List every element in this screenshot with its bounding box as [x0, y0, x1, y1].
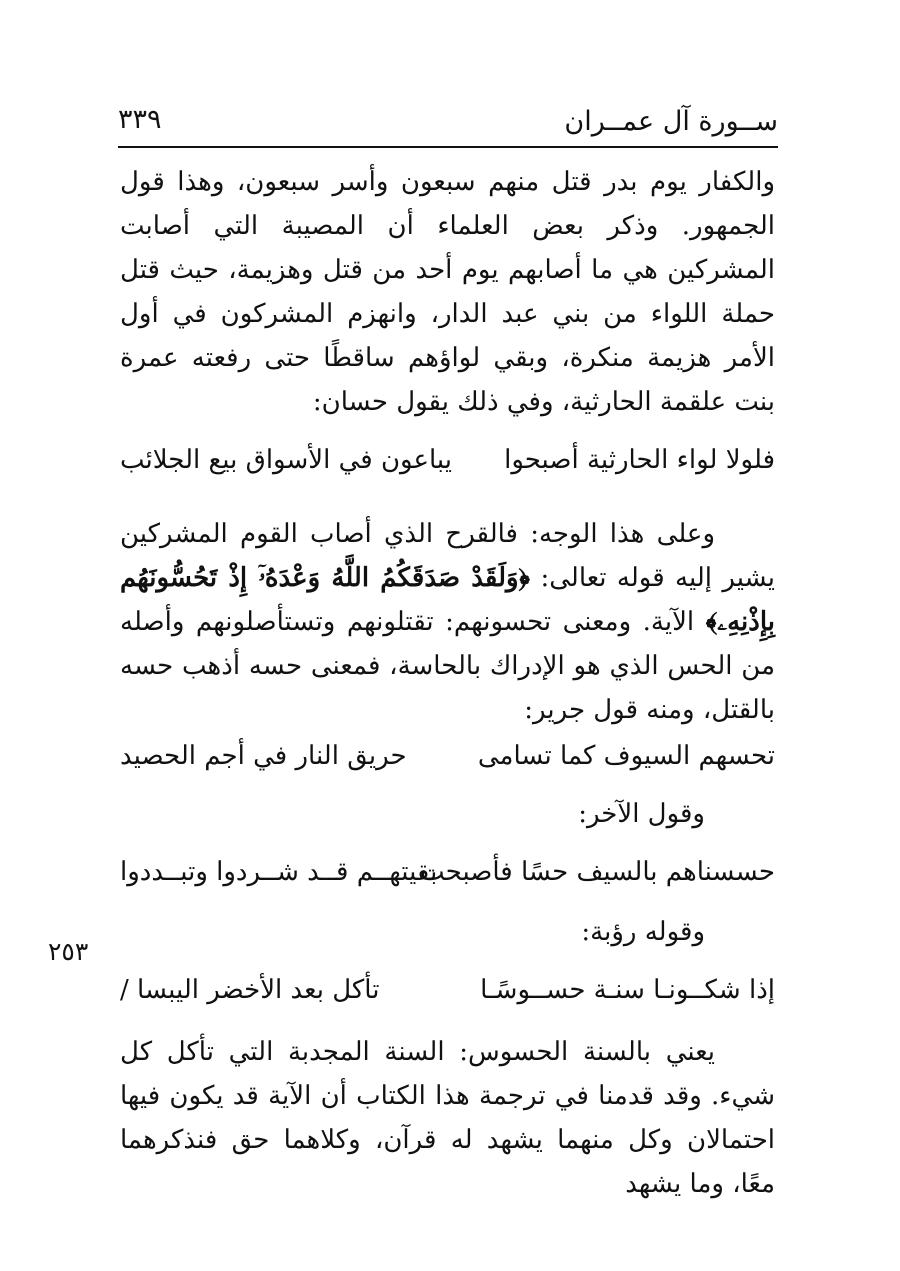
verse-2-second-hemistich: حريق النار في أجم الحصيد	[120, 741, 407, 771]
verse-4-first-hemistich: إذا شكــونـا سنـة حســوسًـا	[480, 975, 775, 1005]
poetry-verse-2	[120, 734, 775, 778]
verse-4-second-hemistich: تأكل بعد الأخضر اليبسا /	[120, 975, 380, 1005]
verse-3-first-hemistich: حسسناهم بالسيف حسًا فأصبحت	[420, 857, 775, 887]
running-title: ســورة آل عمــران	[564, 106, 778, 137]
paragraph-1: والكفار يوم بدر قتل منهم سبعون وأسر سبعون، وهذا قول الجمهور. وذكر بعض العلماء أن المصيبة التي أصابت المشركين هي ما أصابهم يوم أحد من قتل وهزيمة، حيث قتل حملة اللواء من بني عبد الدار، وانهزم المشركون في أول الأمر هزيمة منكرة، وبقي لواؤهم ساقطًا حتى رفعته عمرة بنت علقمة الحارثية، وفي ذلك يقول حسان:	[120, 167, 775, 417]
page-number: ٣٣٩	[118, 104, 162, 135]
quran-quote: ﴿وَلَقَدْ صَدَقَكُمُ اللَّهُ وَعْدَهُۥٓ إِذْ تَحُسُّونَهُم بِإِذْنِهِۦ﴾	[120, 563, 775, 637]
verse-1-first-hemistich: فلولا لواء الحارثية أصبحوا	[504, 445, 775, 475]
paragraph-2	[120, 512, 775, 732]
verse-2-first-hemistich: تحسهم السيوف كما تسامى	[477, 741, 775, 771]
page-header	[118, 100, 778, 148]
verse-1-second-hemistich: يباعون في الأسواق بيع الجلائب	[120, 445, 452, 475]
verse-3-second-hemistich: بقيتهــم قــد شــردوا وتبــددوا	[120, 857, 438, 887]
verse-3-intro: وقول الآخر:	[578, 799, 705, 829]
poetry-verse-4	[120, 968, 775, 1012]
poetry-verse-1	[120, 438, 775, 482]
margin-number: ٢٥٣	[48, 937, 89, 966]
verse-4-intro: وقوله رؤبة:	[581, 917, 705, 947]
paragraph-2-after-quote: الآية. ومعنى تحسونهم: تقتلونهم وتستأصلونهم وأصله من الحس الذي هو الإدراك بالحاسة، فمعنى حسه أذهب حسه بالقتل، ومنه قول جرير:	[120, 607, 775, 725]
paragraph-3: يعني بالسنة الحسوس: السنة المجدبة التي تأكل كل شيء. وقد قدمنا في ترجمة هذا الكتاب أن الآية قد يكون فيها احتمالان وكل منهما يشهد له قرآن، وكلاهما حق فنذكرهما معًا، وما يشهد	[120, 1037, 775, 1199]
poetry-verse-3	[120, 850, 775, 894]
paragraph-2-before-quote: وعلى هذا الوجه: فالقرح الذي أصاب القوم المشركين يشير إليه قوله تعالى:	[120, 519, 775, 593]
